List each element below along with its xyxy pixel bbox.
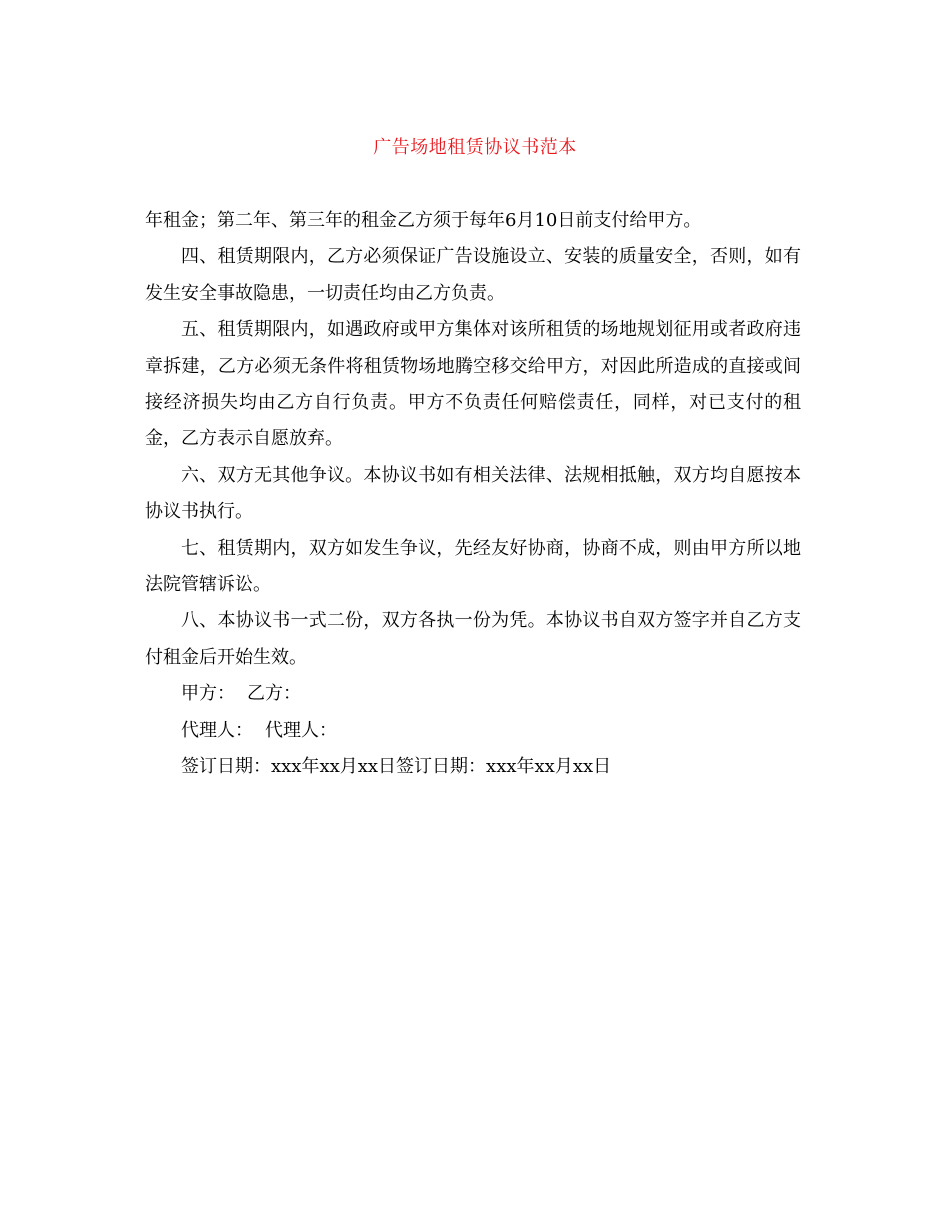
signature-agents-line <box>145 713 801 749</box>
signature-parties-line <box>145 676 801 712</box>
paragraph-clause-4: 四、租赁期限内，乙方必须保证广告设施设立、安装的质量安全，否则，如有发生安全事故隐患，一切责任均由乙方负责。 <box>145 246 801 304</box>
party-b-label: 乙方： <box>247 683 301 705</box>
party-a-label: 甲方： <box>181 683 235 705</box>
signing-date-line: 签订日期：xxx年xx月xx日签订日期：xxx年xx月xx日 <box>181 756 612 778</box>
paragraph-clause-8: 八、本协议书一式二份，双方各执一份为凭。本协议书自双方签字并自乙方支付租金后开始生效。 <box>145 610 801 668</box>
document-body <box>145 203 801 786</box>
agent-b-label: 代理人： <box>265 719 337 741</box>
paragraph-clause-7: 七、租赁期内，双方如发生争议，先经友好协商，协商不成，则由甲方所以地法院管辖诉讼。 <box>145 537 801 596</box>
paragraph-rent-continuation: 年租金；第二年、第三年的租金乙方须于每年6月10日前支付给甲方。 <box>145 210 702 231</box>
paragraph-clause-5: 五、租赁期限内，如遇政府或甲方集体对该所租赁的场地规划征用或者政府违章拆建，乙方必须无条件将租赁物场地腾空移交给甲方，对因此所造成的直接或间接经济损失均由乙方自行负责。甲方不负责任何赔偿责任，同样，对已支付的租金，乙方表示自愿放弃。 <box>145 319 801 450</box>
document-title: 广告场地租赁协议书范本 <box>373 137 577 158</box>
agent-a-label: 代理人： <box>181 719 253 741</box>
paragraph-clause-6: 六、双方无其他争议。本协议书如有相关法律、法规相抵触，双方均自愿按本协议书执行。 <box>145 464 801 523</box>
